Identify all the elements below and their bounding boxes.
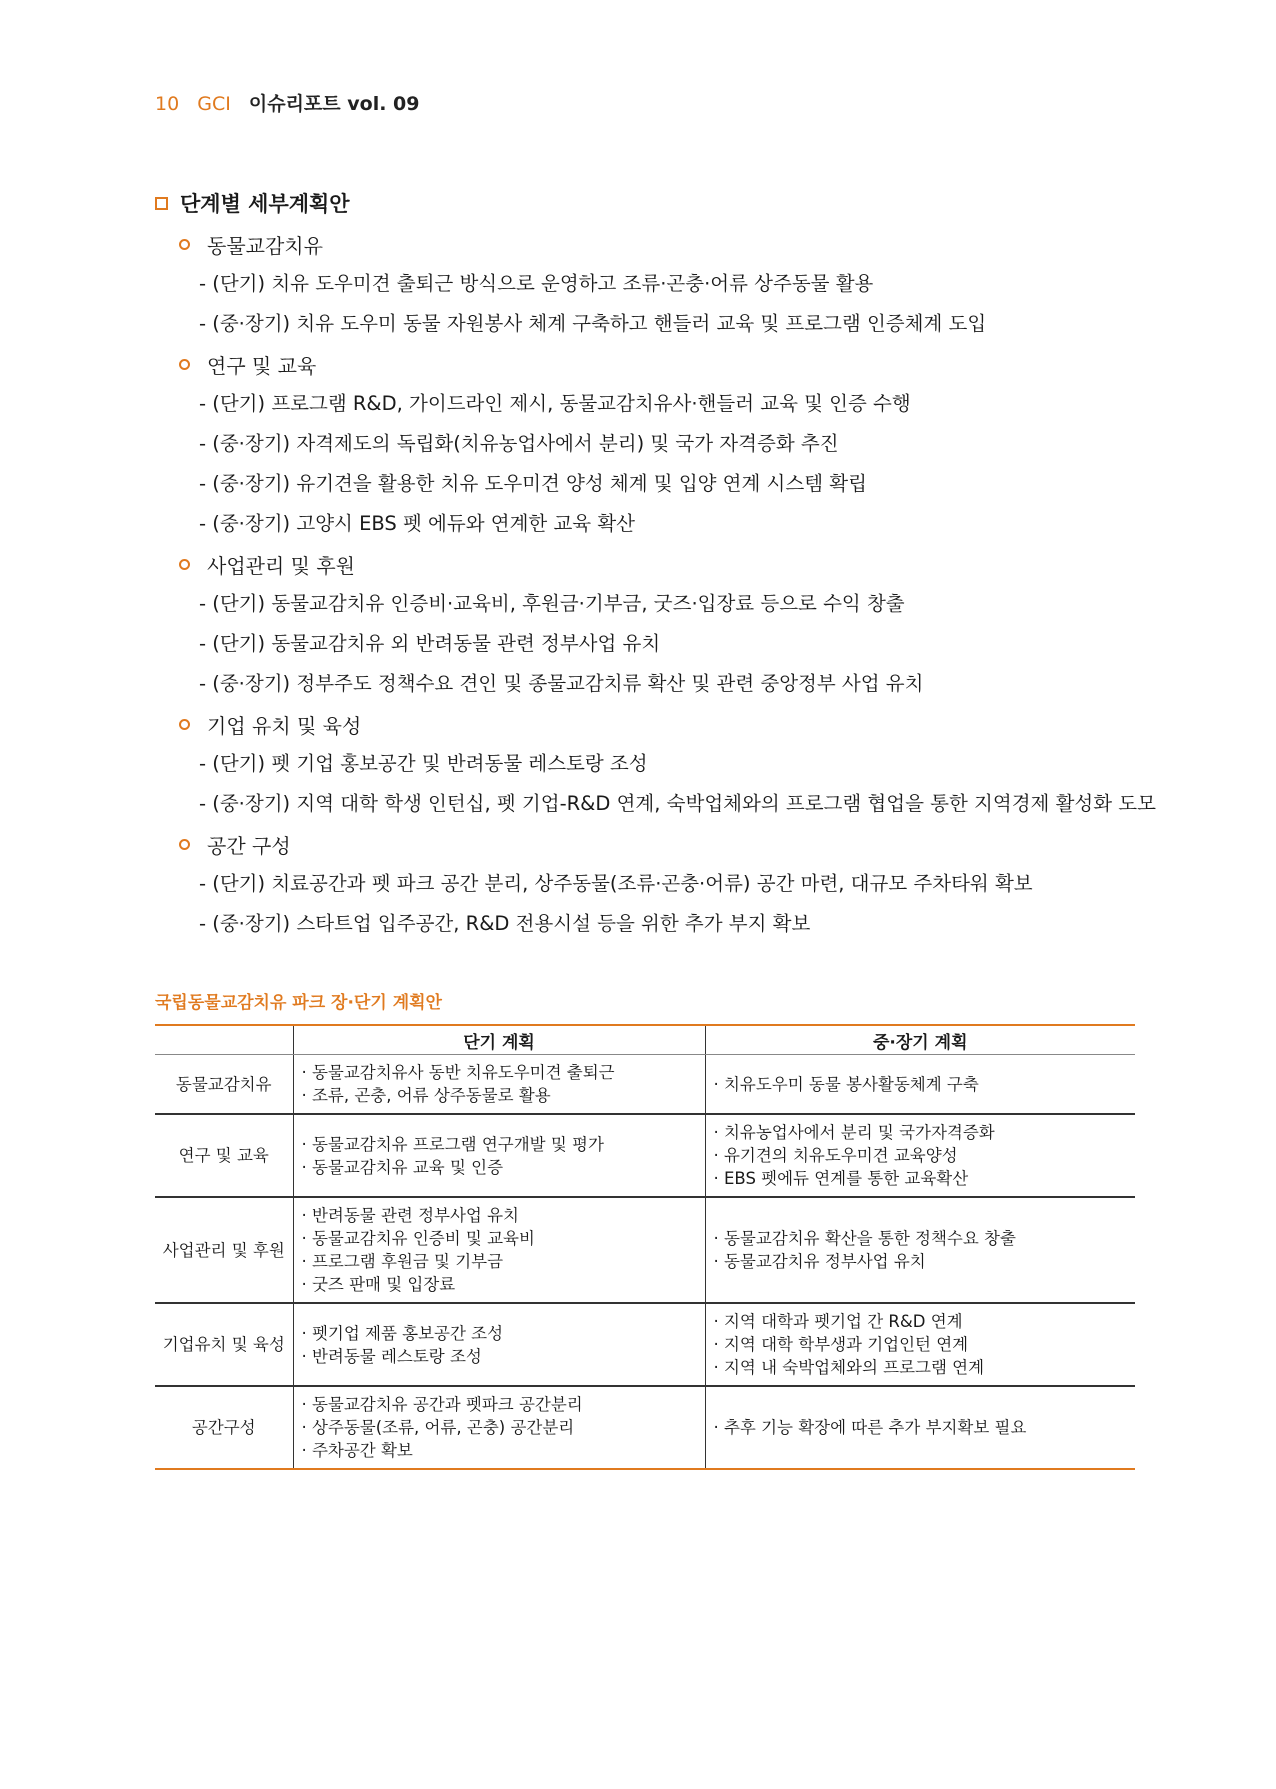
row-label: 동물교감치유: [155, 1055, 293, 1115]
circle-bullet-icon: [179, 559, 190, 570]
plan-item: · 동물교감치유 프로그램 연구개발 및 평가: [301, 1134, 604, 1154]
table-row: [155, 1197, 1135, 1303]
plan-table: [155, 1024, 1135, 1470]
plan-item: · 동물교감치유 교육 및 인증: [301, 1157, 504, 1177]
plan-item: · 상주동물(조류, 어류, 곤충) 공간분리: [301, 1418, 575, 1437]
group-title: [155, 824, 1135, 864]
short-term-cell: [293, 1386, 705, 1469]
group-title: [155, 704, 1135, 744]
plan-item: · 동물교감치유 확산을 통한 정책수요 창출: [713, 1229, 1016, 1248]
bullet-item: - (중·장기) 스타트업 입주공간, R&D 전용시설 등을 위한 추가 부지 확보: [199, 912, 811, 935]
table-caption: 국립동물교감치유 파크 장·단기 계획안: [155, 993, 442, 1013]
plan-item: · 조류, 곤충, 어류 상주동물로 활용: [301, 1086, 551, 1105]
table-row: [155, 1303, 1135, 1386]
bullet-item: - (중·장기) 유기견을 활용한 치유 도우미견 양성 체계 및 입양 연계 시스템 확립: [199, 472, 867, 495]
bullet-item: - (단기) 치료공간과 펫 파크 공간 분리, 상주동물(조류·곤충·어류) 공간 마련, 대규모 주차타워 확보: [199, 872, 1033, 895]
plan-item: · 지역 내 숙박업체와의 프로그램 연계: [713, 1358, 985, 1377]
plan-item: · 치유농업사에서 분리 및 국가자격증화: [713, 1123, 995, 1142]
plan-item: · 반려동물 관련 정부사업 유치: [301, 1206, 519, 1225]
group-research: [155, 344, 1135, 544]
plan-item: · 굿즈 판매 및 입장료: [301, 1275, 456, 1294]
section-title-text: 단계별 세부계획안: [180, 192, 350, 216]
bullet-item: - (단기) 동물교감치유 외 반려동물 관련 정부사업 유치: [199, 632, 661, 655]
group-space: [155, 824, 1135, 944]
row-label: 공간구성: [155, 1386, 293, 1469]
page-number: 10: [155, 93, 180, 115]
plan-item: · 주차공간 확보: [301, 1441, 413, 1460]
short-term-cell: [293, 1303, 705, 1386]
group-enterprise: [155, 704, 1156, 824]
long-term-cell: [705, 1197, 1135, 1303]
bullet-item: - (단기) 프로그램 R&D, 가이드라인 제시, 동물교감치유사·핸들러 교육 및 인증 수행: [199, 392, 911, 415]
group-business: [155, 544, 1135, 704]
bullet-item: - (중·장기) 자격제도의 독립화(치유농업사에서 분리) 및 국가 자격증화 추진: [199, 432, 839, 455]
short-term-cell: [293, 1055, 705, 1115]
plan-item: · 펫기업 제품 홍보공간 조성: [301, 1323, 504, 1343]
plan-item: · 동물교감치유사 동반 치유도우미견 출퇴근: [301, 1063, 615, 1082]
section-title: [155, 186, 1135, 220]
long-term-cell: [705, 1303, 1135, 1386]
circle-bullet-icon: [179, 359, 190, 370]
circle-bullet-icon: [179, 719, 190, 730]
header-cell-empty: [155, 1025, 293, 1055]
plan-item: · 동물교감치유 정부사업 유치: [713, 1252, 926, 1271]
series-title: 이슈리포트 vol. 09: [248, 93, 420, 115]
short-term-cell: [293, 1197, 705, 1303]
plan-item: · 지역 대학 학부생과 기업인턴 연계: [713, 1335, 969, 1354]
header-cell-long: 중·장기 계획: [705, 1025, 1135, 1055]
bullet-item: - (중·장기) 지역 대학 학생 인턴십, 펫 기업-R&D 연계, 숙박업체와의 프로그램 협업을 통한 지역경제 활성화 도모: [199, 792, 1156, 815]
bullet-item: - (중·장기) 정부주도 정책수요 견인 및 종물교감치류 확산 및 관련 중앙정부 사업 유치: [199, 672, 924, 695]
plan-item: · 프로그램 후원금 및 기부금: [301, 1252, 504, 1271]
group-therapy: [155, 224, 1135, 344]
bullet-item: - (중·장기) 고양시 EBS 펫 에듀와 연계한 교육 확산: [199, 512, 636, 535]
brand-label: GCI: [197, 93, 231, 115]
plan-item: · 치유도우미 동물 봉사활동체계 구축: [713, 1074, 979, 1094]
row-label: 사업관리 및 후원: [155, 1197, 293, 1303]
row-label: 연구 및 교육: [155, 1114, 293, 1197]
short-term-cell: [293, 1114, 705, 1197]
row-label: 기업유치 및 육성: [155, 1303, 293, 1386]
plan-section: [155, 186, 1156, 944]
group-title-text: 동물교감치유: [207, 233, 323, 258]
group-title-text: 기업 유치 및 육성: [207, 713, 362, 738]
plan-item: · 지역 대학과 펫기업 간 R&D 연계: [713, 1312, 963, 1331]
group-title-text: 사업관리 및 후원: [207, 553, 355, 578]
table-row: [155, 1386, 1135, 1469]
plan-item: · 유기견의 치유도우미견 교육양성: [713, 1146, 958, 1165]
plan-item: · 동물교감치유 인증비 및 교육비: [301, 1229, 535, 1248]
table-header-row: [155, 1025, 1135, 1055]
plan-item: · 반려동물 레스토랑 조성: [301, 1346, 482, 1366]
bullet-item: - (중·장기) 치유 도우미 동물 자원봉사 체계 구축하고 핸들러 교육 및 프로그램 인증체계 도입: [199, 312, 987, 335]
long-term-cell: [705, 1055, 1135, 1115]
plan-item: · EBS 펫에듀 연계를 통한 교육확산: [713, 1169, 969, 1188]
plan-item: · 추후 기능 확장에 따른 추가 부지확보 필요: [713, 1418, 1027, 1437]
group-title: [155, 544, 1135, 584]
header-cell-short: 단기 계획: [293, 1025, 705, 1055]
square-bullet-icon: [155, 197, 168, 210]
bullet-item: - (단기) 치유 도우미견 출퇴근 방식으로 운영하고 조류·곤충·어류 상주동물 활용: [199, 272, 874, 295]
bullet-item: - (단기) 동물교감치유 인증비·교육비, 후원금·기부금, 굿즈·입장료 등으로 수익 창출: [199, 592, 905, 615]
group-title: [155, 344, 1135, 384]
circle-bullet-icon: [179, 839, 190, 850]
group-title-text: 공간 구성: [207, 833, 291, 858]
table-row: [155, 1055, 1135, 1115]
group-title-text: 연구 및 교육: [207, 353, 317, 378]
circle-bullet-icon: [179, 239, 190, 250]
long-term-cell: [705, 1114, 1135, 1197]
bullet-item: - (단기) 펫 기업 홍보공간 및 반려동물 레스토랑 조성: [199, 752, 648, 775]
plan-item: · 동물교감치유 공간과 펫파크 공간분리: [301, 1395, 583, 1414]
group-title: [155, 224, 1135, 264]
table-row: [155, 1114, 1135, 1197]
long-term-cell: [705, 1386, 1135, 1469]
page-header: [155, 92, 419, 116]
